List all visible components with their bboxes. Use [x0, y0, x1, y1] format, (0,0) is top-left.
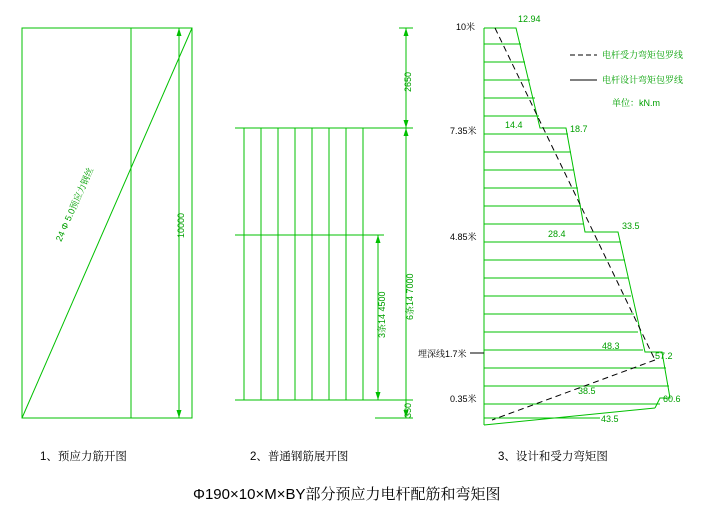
depth-mark-10m: 10米	[456, 22, 476, 32]
panel-2-geometry	[235, 28, 413, 418]
moment-value: 12.94	[518, 14, 541, 24]
moment-value: 43.5	[601, 414, 619, 424]
panel2-dim-7000: 6条14 7000	[405, 273, 415, 320]
legend-dashed-label: 电杆受力弯矩包罗线	[602, 50, 684, 60]
depth-mark-035m: 0.35米	[450, 394, 477, 404]
prestress-wire-label: 24 Φ 5.0预应力钢丝	[53, 165, 96, 243]
panel-2-caption: 2、普通钢筋展开图	[250, 451, 349, 463]
panel-3-caption: 3、设计和受力弯矩图	[498, 451, 608, 463]
legend-unit-label: 单位：kN.m	[612, 98, 660, 108]
panel-1-geometry	[22, 28, 192, 418]
figure-title: Φ190×10×M×BY部分预应力电杆配筋和弯矩图	[193, 486, 501, 503]
depth-mark-735m: 7.35米	[450, 126, 477, 136]
depth-mark-burial-line: 埋深线1.7米	[418, 349, 467, 359]
moment-value: 28.4	[548, 229, 566, 239]
panel2-dim-4500: 3条14 4500	[377, 291, 387, 338]
panel2-dim-2650: 2650	[403, 71, 413, 92]
moment-value: 57.2	[655, 351, 673, 361]
moment-value: 60.6	[663, 394, 681, 404]
moment-value: 18.7	[570, 124, 588, 134]
moment-value: 33.5	[622, 221, 640, 231]
moment-value: 38.5	[578, 386, 596, 396]
moment-value: 48.3	[602, 341, 620, 351]
panel1-dim-10000: 10000	[176, 212, 186, 238]
panel-1-caption: 1、预应力筋开图	[40, 451, 127, 463]
panel2-dim-350: 350	[403, 402, 413, 418]
legend-solid-label: 电杆设计弯矩包罗线	[602, 75, 684, 85]
legend-lines	[570, 55, 597, 80]
moment-value: 14.4	[505, 120, 523, 130]
depth-mark-485m: 4.85米	[450, 232, 477, 242]
